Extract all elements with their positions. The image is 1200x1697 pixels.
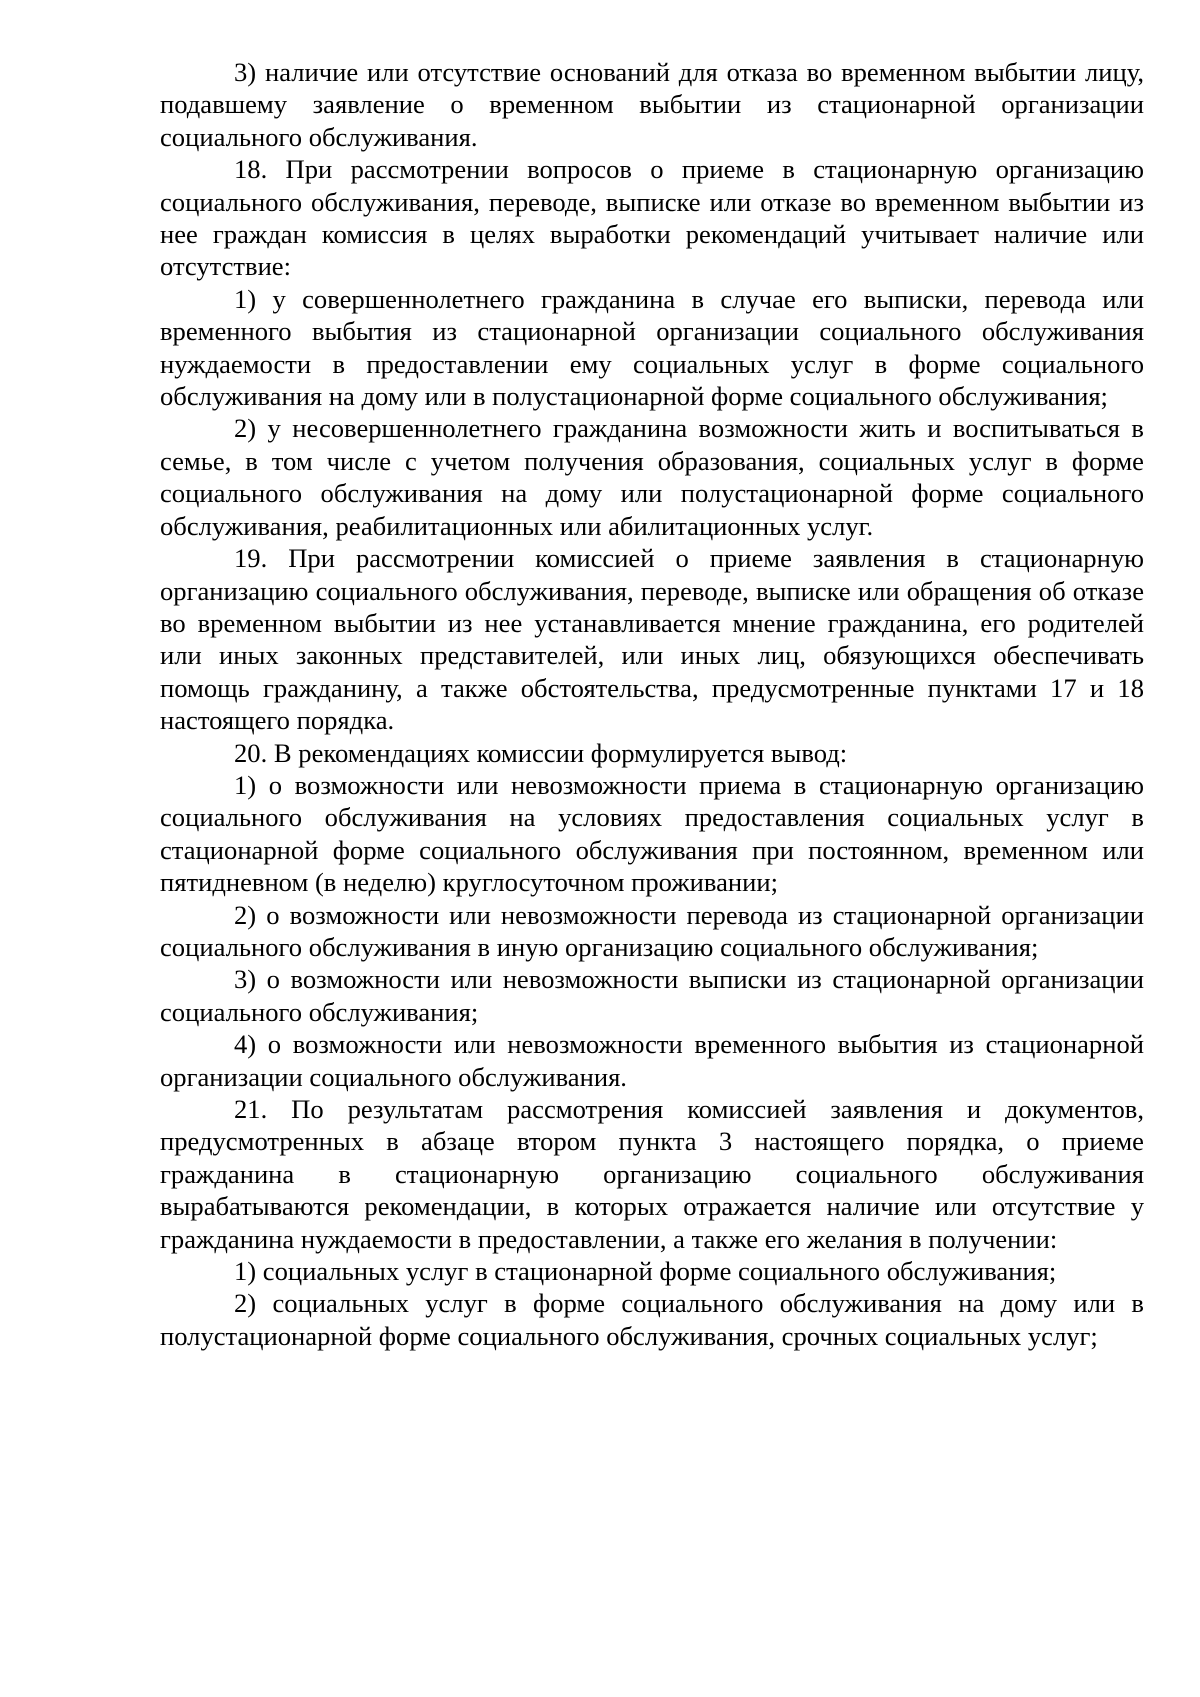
document-page [160,56,1144,1352]
paragraph-21: 21. По результатам рассмотрения комиссией заявления и документов, предусмотренных в абзаце втором пункта 3 настоящего порядка, о приеме гражданина в стационарную организацию социального обслуживания вырабатываются рекомендации, в которых отражается наличие или отсутствие у гражданина нуждаемости в предоставлении, а также его желания в получении: [160,1094,1144,1254]
paragraph-20-item-4: 4) о возможности или невозможности временного выбытия из стационарной организации социального обслуживания. [160,1029,1144,1092]
paragraph-20-item-2: 2) о возможности или невозможности перевода из стационарной организации социального обслуживания в иную организацию социального обслуживания; [160,899,1144,962]
paragraph-18-item-2: 2) у несовершеннолетнего гражданина возможности жить и воспитываться в семье, в том числе с учетом получения образования, социальных услуг в форме социального обслуживания на дому или полустационарной форме социального обслуживания, реабилитационных или абилитационных услуг. [160,413,1144,541]
paragraph-20: 20. В рекомендациях комиссии формулируется вывод: [234,737,848,768]
paragraph-18-item-1: 1) у совершеннолетнего гражданина в случае его выписки, перевода или временного выбытия из стационарной организации социального обслуживания нуждаемости в предоставлении ему социальных услуг в форме социального обслуживания на дому или в полустационарной форме социального обслуживания; [160,283,1144,412]
paragraph-21-item-2: 2) социальных услуг в форме социального обслуживания на дому или в полустационарной форме социального обслуживания, срочных социальных услуг; [160,1288,1144,1351]
paragraph-18: 18. При рассмотрении вопросов о приеме в стационарную организацию социального обслуживания, переводе, выписке или отказе во временном выбытии из нее граждан комиссия в целях выработки рекомендаций учитывает наличие или отсутствие: [160,154,1144,282]
paragraph-17-item-3: 3) наличие или отсутствие оснований для отказа во временном выбытии лицу, подавшему заявление о временном выбытии из стационарной организации социального обслуживания. [160,57,1144,152]
paragraph-20-item-1: 1) о возможности или невозможности приема в стационарную организацию социального обслуживания на условиях предоставления социальных услуг в стационарной форме социального обслуживания при постоянном, временном или пятидневном (в неделю) круглосуточном проживании; [160,769,1144,898]
paragraph-20-item-3: 3) о возможности или невозможности выписки из стационарной организации социального обслуживания; [160,964,1144,1027]
paragraph-21-item-1: 1) социальных услуг в стационарной форме социального обслуживания; [234,1256,1057,1287]
paragraph-19: 19. При рассмотрении комиссией о приеме заявления в стационарную организацию социального обслуживания, переводе, выписке или обращения об отказе во временном выбытии из нее устанавливается мнение гражданина, его родителей или иных законных представителей, или иных лиц, обязующихся обеспечивать помощь гражданину, а также обстоятельства, предусмотренные пунктами 17 и 18 настоящего порядка. [160,543,1144,736]
